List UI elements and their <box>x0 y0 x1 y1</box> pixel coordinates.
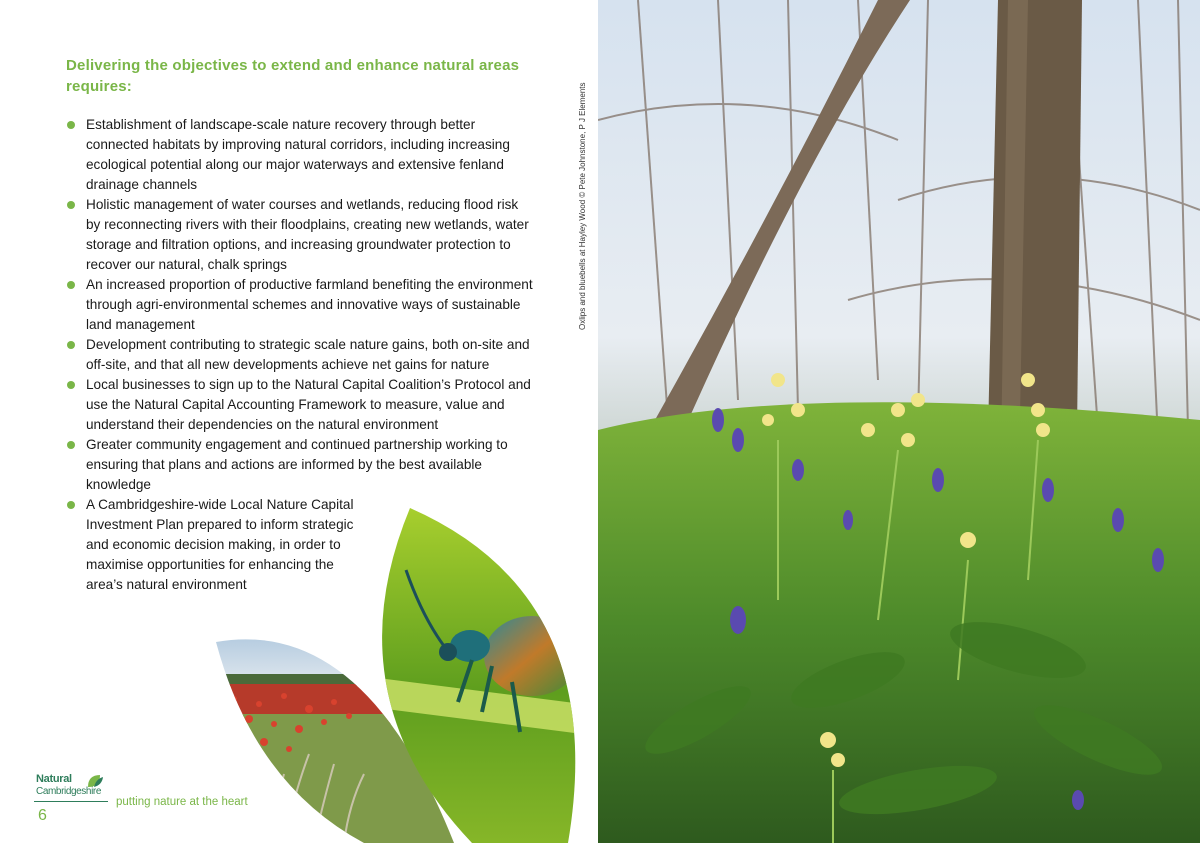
photo-credit-caption: Oxlips and bluebells at Hayley Wood © Pete Johnstone, P J Elements <box>578 82 587 330</box>
list-item <box>66 195 536 275</box>
bullet-dot-icon <box>67 281 75 289</box>
left-page <box>0 0 598 843</box>
bullet-dot-icon <box>67 381 75 389</box>
logo-text-line2: Cambridgeshire <box>36 786 101 797</box>
page-number: 6 <box>38 807 47 824</box>
bullet-dot-icon <box>67 201 75 209</box>
logo-underline <box>34 801 108 802</box>
bullet-dot-icon <box>67 501 75 509</box>
woodland-flowers-photo <box>598 0 1200 843</box>
list-item-text: Development contributing to strategic scale nature gains, both on-site and off-site, and that all new developments achieve net gains for nature <box>86 337 530 372</box>
list-item <box>66 495 366 595</box>
list-item <box>66 435 536 495</box>
list-item-text: A Cambridgeshire-wide Local Nature Capital Investment Plan prepared to inform strategic and economic decision making, in order to maximise opportunities for enhancing the area’s natural environment <box>86 497 354 592</box>
tagline: putting nature at the heart <box>116 796 248 808</box>
natural-cambridgeshire-logo <box>34 773 114 807</box>
bullet-dot-icon <box>67 341 75 349</box>
list-item <box>66 335 536 375</box>
list-item <box>66 275 536 335</box>
list-item-text: Local businesses to sign up to the Natural Capital Coalition’s Protocol and use the Natural Capital Accounting Framework to measure, value and understand their dependencies on the natural environment <box>86 377 531 432</box>
list-item-text: Holistic management of water courses and wetlands, reducing flood risk by reconnecting rivers with their floodplains, creating new wetlands, water storage and filtration options, and increasing groundwater protection to recover our natural, chalk springs <box>86 197 529 272</box>
list-item-text: An increased proportion of productive farmland benefiting the environment through agri-environmental schemes and innovative ways of sustainable land management <box>86 277 533 332</box>
list-item-text: Greater community engagement and continued partnership working to ensuring that plans and actions are informed by the best available knowledge <box>86 437 508 492</box>
green-beetle-photo <box>362 506 598 843</box>
leaf-logo-icon <box>86 773 104 789</box>
list-item <box>66 115 536 195</box>
list-item-text: Establishment of landscape-scale nature recovery through better connected habitats by improving natural corridors, including increasing ecological potential along our major waterways and extensive fenland drainage channels <box>86 117 510 192</box>
bullet-dot-icon <box>67 121 75 129</box>
section-heading: Delivering the objectives to extend and enhance natural areas requires: <box>66 57 520 95</box>
logo-text-line1: Natural <box>36 773 72 785</box>
list-item <box>66 375 536 435</box>
bullet-dot-icon <box>67 441 75 449</box>
